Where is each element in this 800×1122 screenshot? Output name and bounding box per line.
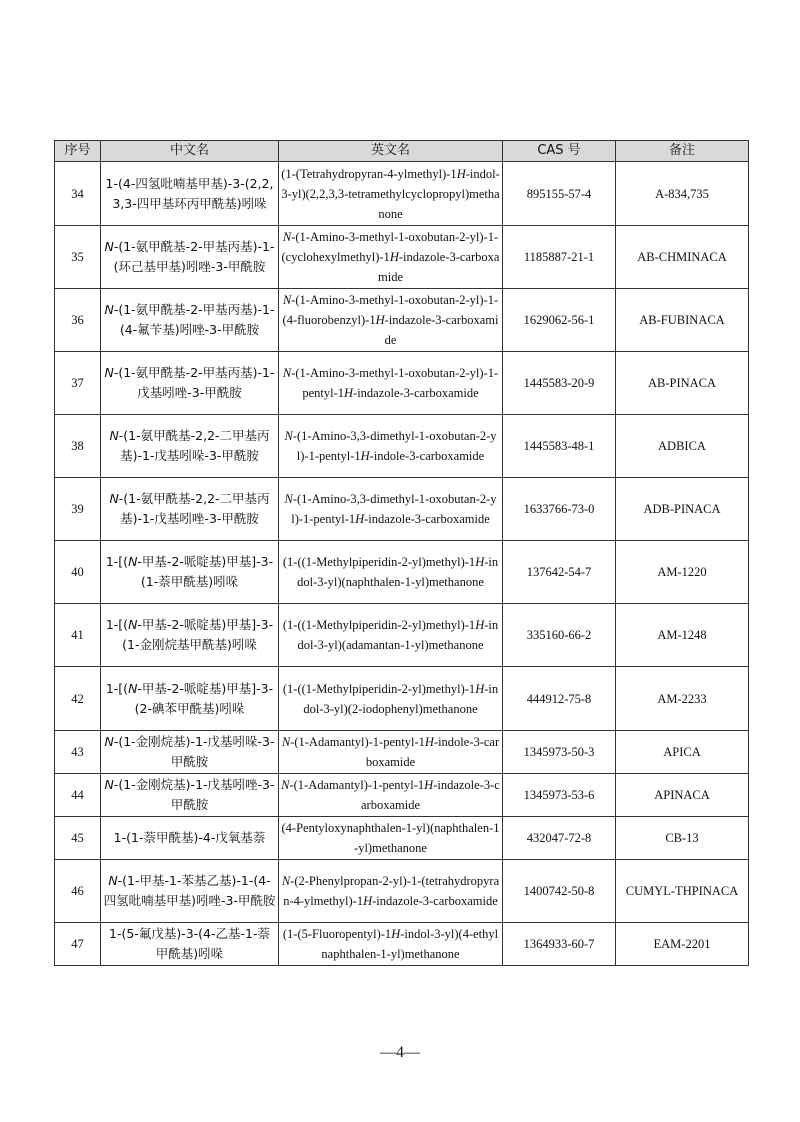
cell-english-name: (1-((1-Methylpiperidin-2-yl)methyl)-1H-indol-3-yl)(adamantan-1-yl)methanone — [279, 604, 503, 667]
cell-english-name: (1-(5-Fluoropentyl)-1H-indol-3-yl)(4-ethylnaphthalen-1-yl)methanone — [279, 923, 503, 966]
cell-english-name: (1-((1-Methylpiperidin-2-yl)methyl)-1H-indol-3-yl)(2-iodophenyl)methanone — [279, 667, 503, 731]
cell-remarks: AM-1248 — [616, 604, 749, 667]
cell-english-name: N-(1-Adamantyl)-1-pentyl-1H-indole-3-carboxamide — [279, 731, 503, 774]
cell-serial: 44 — [55, 774, 101, 817]
header-chinese-name: 中文名 — [101, 141, 279, 162]
header-cas-number: CAS 号 — [503, 141, 616, 162]
cell-chinese-name: 1-(5-氟戊基)-3-(4-乙基-1-萘甲酰基)吲哚 — [101, 923, 279, 966]
cell-cas-number: 444912-75-8 — [503, 667, 616, 731]
cell-chinese-name: N-(1-金刚烷基)-1-戊基吲哚-3-甲酰胺 — [101, 731, 279, 774]
table-row — [55, 478, 749, 541]
cell-serial: 41 — [55, 604, 101, 667]
cell-english-name: N-(1-Adamantyl)-1-pentyl-1H-indazole-3-carboxamide — [279, 774, 503, 817]
cell-remarks: EAM-2201 — [616, 923, 749, 966]
table-body — [55, 162, 749, 966]
cell-cas-number: 137642-54-7 — [503, 541, 616, 604]
table-row — [55, 667, 749, 731]
cell-cas-number: 335160-66-2 — [503, 604, 616, 667]
cell-serial: 42 — [55, 667, 101, 731]
header-remarks: 备注 — [616, 141, 749, 162]
cell-remarks: AM-2233 — [616, 667, 749, 731]
cell-english-name: (1-((1-Methylpiperidin-2-yl)methyl)-1H-indol-3-yl)(naphthalen-1-yl)methanone — [279, 541, 503, 604]
cell-cas-number: 1445583-20-9 — [503, 352, 616, 415]
cell-remarks: APINACA — [616, 774, 749, 817]
cell-cas-number: 1345973-53-6 — [503, 774, 616, 817]
cell-cas-number: 1364933-60-7 — [503, 923, 616, 966]
table-row — [55, 415, 749, 478]
cell-remarks: APICA — [616, 731, 749, 774]
table-row — [55, 774, 749, 817]
cell-chinese-name: 1-[(N-甲基-2-哌啶基)甲基]-3-(1-金刚烷基甲酰基)吲哚 — [101, 604, 279, 667]
cell-chinese-name: N-(1-金刚烷基)-1-戊基吲唑-3-甲酰胺 — [101, 774, 279, 817]
cell-chinese-name: 1-[(N-甲基-2-哌啶基)甲基]-3-(1-萘甲酰基)吲哚 — [101, 541, 279, 604]
cell-cas-number: 1629062-56-1 — [503, 289, 616, 352]
cell-serial: 39 — [55, 478, 101, 541]
cell-serial: 38 — [55, 415, 101, 478]
cell-chinese-name: N-(1-氨甲酰基-2-甲基丙基)-1-(环己基甲基)吲唑-3-甲酰胺 — [101, 226, 279, 289]
header-english-name: 英文名 — [279, 141, 503, 162]
table-row — [55, 604, 749, 667]
cell-serial: 37 — [55, 352, 101, 415]
cell-chinese-name: 1-(1-萘甲酰基)-4-戊氧基萘 — [101, 817, 279, 860]
cell-remarks: AM-1220 — [616, 541, 749, 604]
table-row — [55, 731, 749, 774]
cell-cas-number: 1185887-21-1 — [503, 226, 616, 289]
cell-serial: 47 — [55, 923, 101, 966]
cell-remarks: AB-CHMINACA — [616, 226, 749, 289]
cell-english-name: N-(1-Amino-3-methyl-1-oxobutan-2-yl)-1-(4-fluorobenzyl)-1H-indazole-3-carboxamide — [279, 289, 503, 352]
header-serial: 序号 — [55, 141, 101, 162]
cell-chinese-name: N-(1-氨甲酰基-2,2-二甲基丙基)-1-戊基吲唑-3-甲酰胺 — [101, 478, 279, 541]
table-row — [55, 541, 749, 604]
cell-english-name: (4-Pentyloxynaphthalen-1-yl)(naphthalen-1-yl)methanone — [279, 817, 503, 860]
cell-remarks: ADB-PINACA — [616, 478, 749, 541]
cell-chinese-name: N-(1-氨甲酰基-2-甲基丙基)-1-戊基吲唑-3-甲酰胺 — [101, 352, 279, 415]
cell-chinese-name: 1-(4-四氢吡喃基甲基)-3-(2,2,3,3-四甲基环丙甲酰基)吲哚 — [101, 162, 279, 226]
cell-serial: 45 — [55, 817, 101, 860]
cell-cas-number: 1345973-50-3 — [503, 731, 616, 774]
cell-chinese-name: N-(1-氨甲酰基-2,2-二甲基丙基)-1-戊基吲哚-3-甲酰胺 — [101, 415, 279, 478]
table-row — [55, 226, 749, 289]
table-header-row — [55, 141, 749, 162]
cell-chinese-name: N-(1-甲基-1-苯基乙基)-1-(4-四氢吡喃基甲基)吲唑-3-甲酰胺 — [101, 860, 279, 923]
table-row — [55, 860, 749, 923]
cell-remarks: AB-FUBINACA — [616, 289, 749, 352]
cell-cas-number: 1445583-48-1 — [503, 415, 616, 478]
cell-remarks: CUMYL-THPINACA — [616, 860, 749, 923]
cell-remarks: AB-PINACA — [616, 352, 749, 415]
table-row — [55, 923, 749, 966]
table-row — [55, 352, 749, 415]
cell-cas-number: 895155-57-4 — [503, 162, 616, 226]
table-row — [55, 289, 749, 352]
cell-serial: 34 — [55, 162, 101, 226]
cell-remarks: ADBICA — [616, 415, 749, 478]
cell-english-name: N-(1-Amino-3,3-dimethyl-1-oxobutan-2-yl)-1-pentyl-1H-indazole-3-carboxamide — [279, 478, 503, 541]
cell-english-name: N-(1-Amino-3,3-dimethyl-1-oxobutan-2-yl)-1-pentyl-1H-indole-3-carboxamide — [279, 415, 503, 478]
cell-remarks: CB-13 — [616, 817, 749, 860]
cell-cas-number: 1400742-50-8 — [503, 860, 616, 923]
cell-serial: 35 — [55, 226, 101, 289]
cell-cas-number: 1633766-73-0 — [503, 478, 616, 541]
cell-remarks: A-834,735 — [616, 162, 749, 226]
cell-serial: 36 — [55, 289, 101, 352]
page-number: —4— — [380, 1044, 420, 1061]
cell-chinese-name: N-(1-氨甲酰基-2-甲基丙基)-1-(4-氟苄基)吲唑-3-甲酰胺 — [101, 289, 279, 352]
cell-serial: 43 — [55, 731, 101, 774]
table-row — [55, 817, 749, 860]
cell-chinese-name: 1-[(N-甲基-2-哌啶基)甲基]-3-(2-碘苯甲酰基)吲哚 — [101, 667, 279, 731]
cell-serial: 46 — [55, 860, 101, 923]
cell-cas-number: 432047-72-8 — [503, 817, 616, 860]
cell-english-name: (1-(Tetrahydropyran-4-ylmethyl)-1H-indol-3-yl)(2,2,3,3-tetramethylcyclopropyl)methanone — [279, 162, 503, 226]
cell-serial: 40 — [55, 541, 101, 604]
cell-english-name: N-(2-Phenylpropan-2-yl)-1-(tetrahydropyran-4-ylmethyl)-1H-indazole-3-carboxamide — [279, 860, 503, 923]
substance-table — [54, 140, 749, 966]
cell-english-name: N-(1-Amino-3-methyl-1-oxobutan-2-yl)-1-(cyclohexylmethyl)-1H-indazole-3-carboxamide — [279, 226, 503, 289]
cell-english-name: N-(1-Amino-3-methyl-1-oxobutan-2-yl)-1-pentyl-1H-indazole-3-carboxamide — [279, 352, 503, 415]
table-row — [55, 162, 749, 226]
